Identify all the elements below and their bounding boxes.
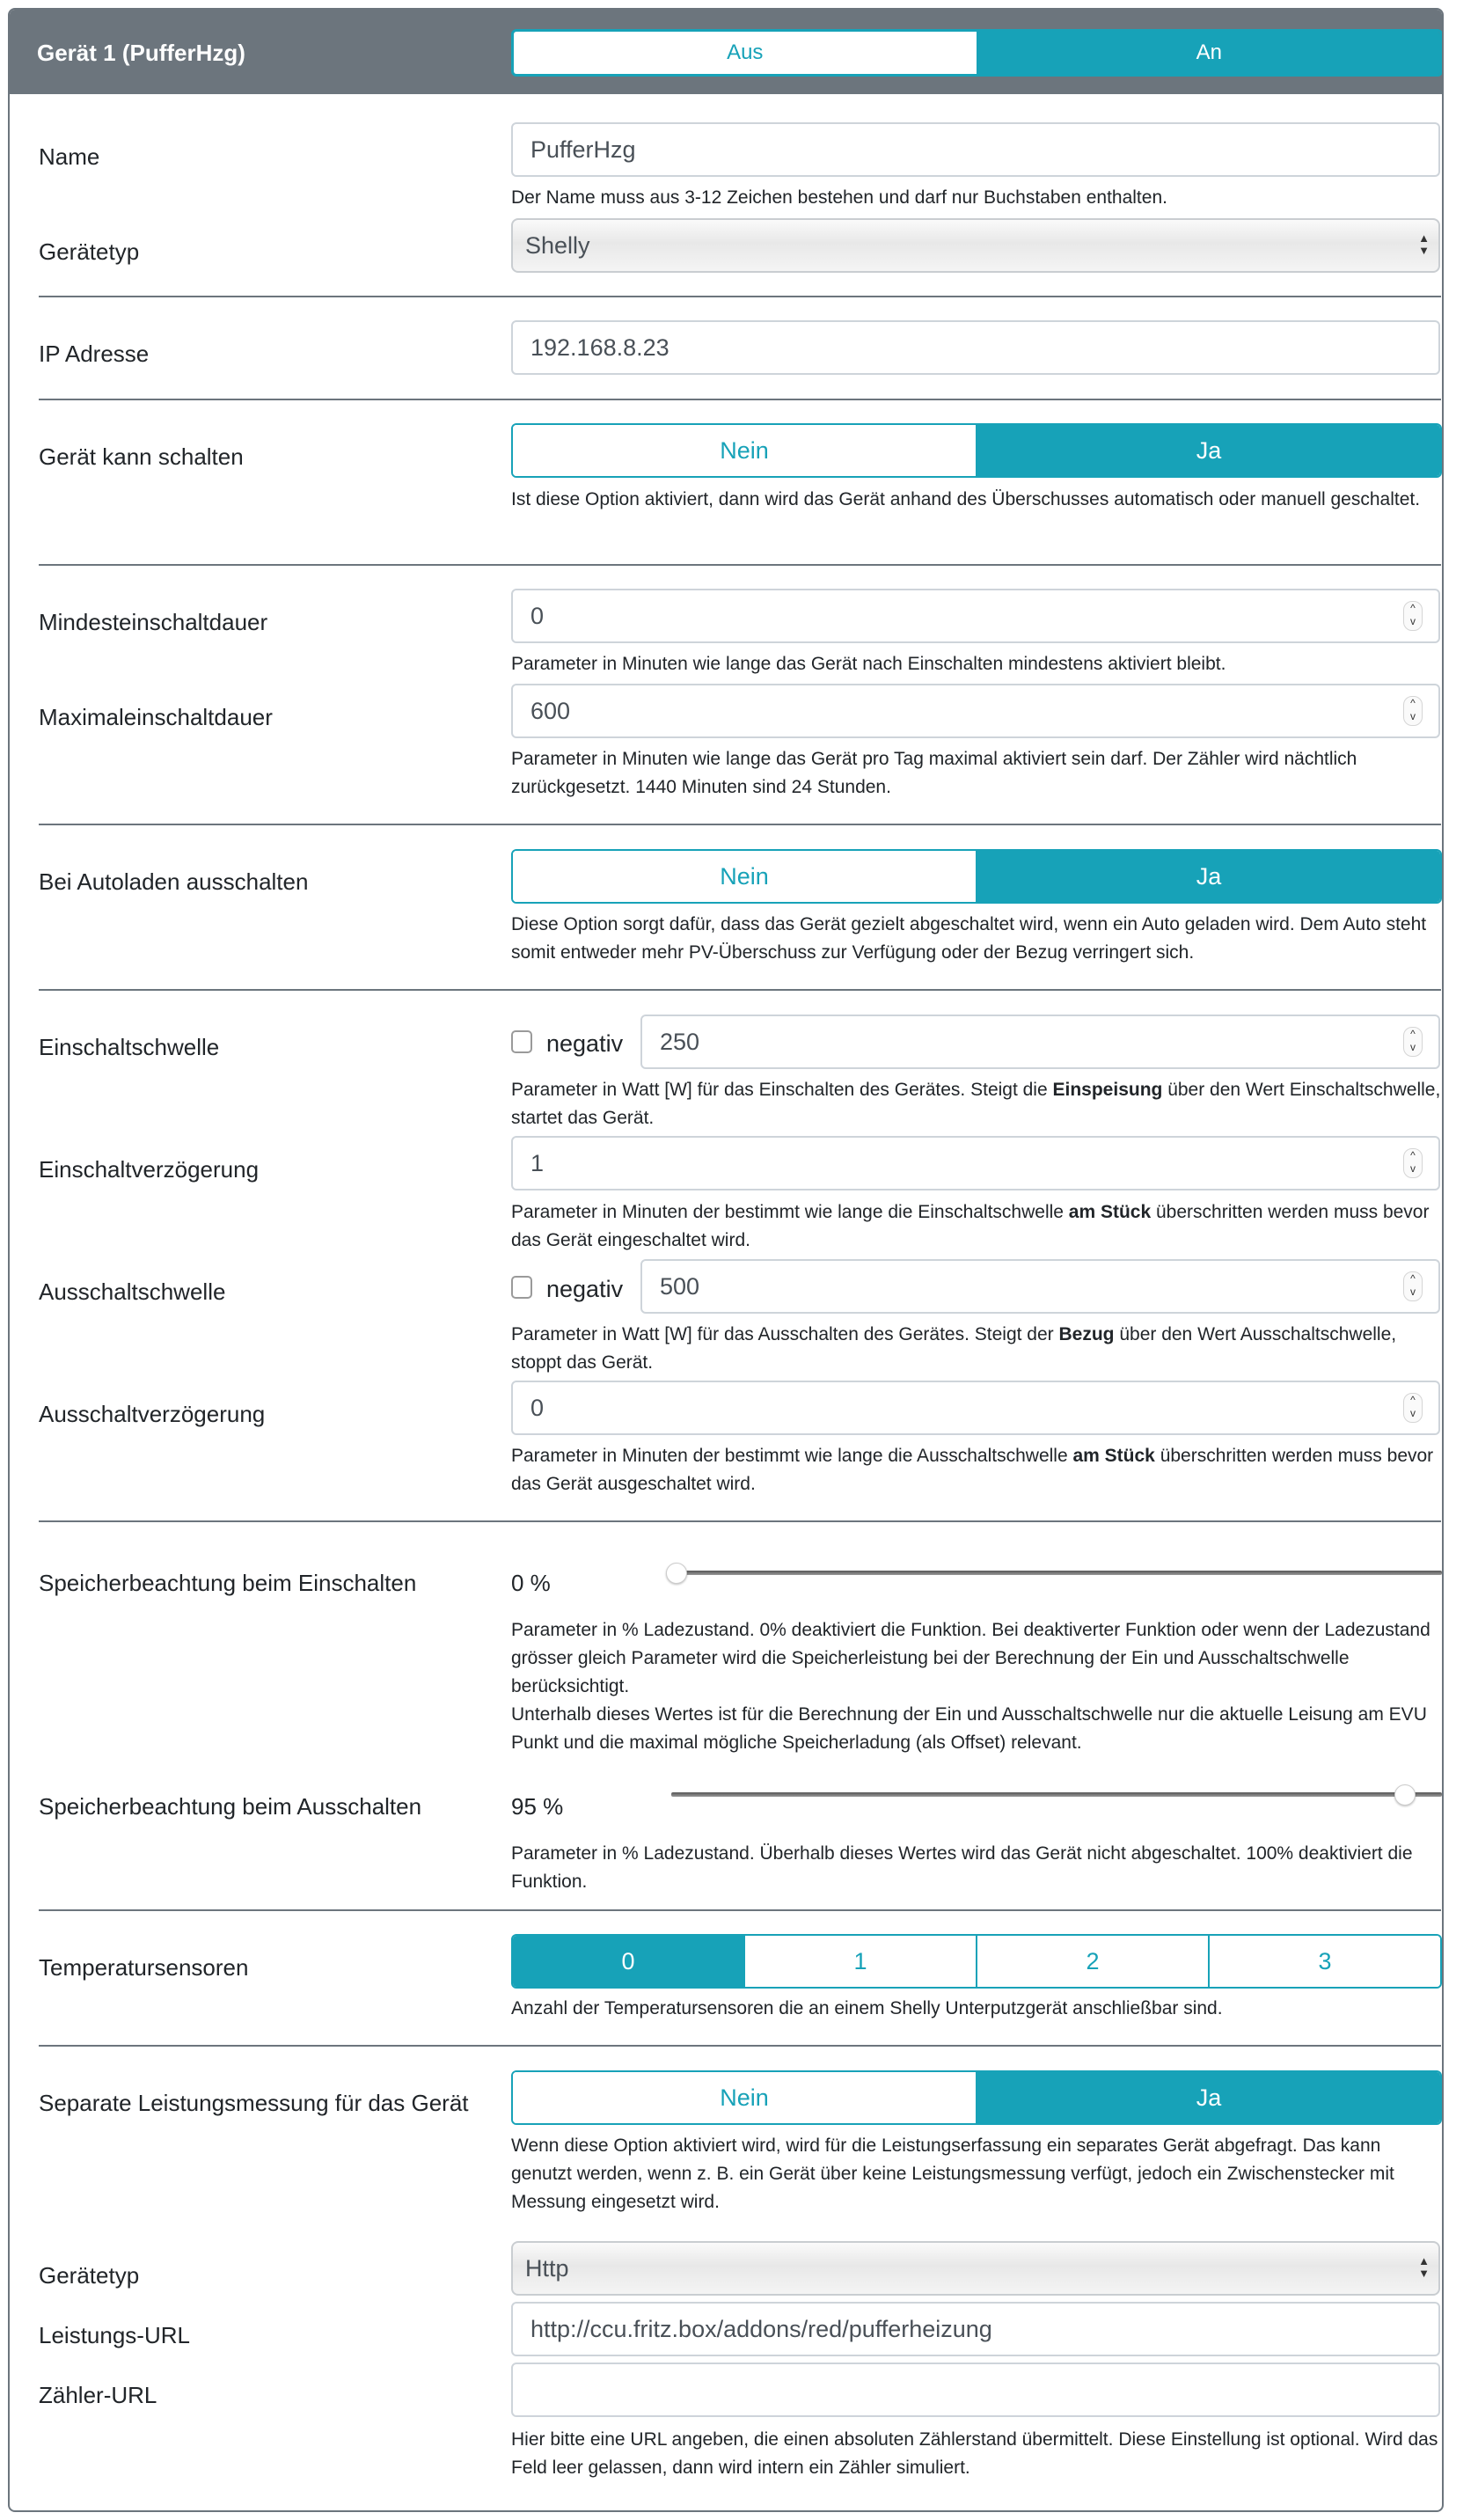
min-on-value: 0 [530, 602, 545, 629]
help-text: überschritten werden muss bevor das Gerät eingeschaltet wird. [511, 1202, 1430, 1250]
power-url-input[interactable]: http://ccu.fritz.box/addons/red/pufferheizung [511, 2302, 1440, 2356]
min-on-input[interactable] [511, 589, 1440, 643]
name-help: Der Name muss aus 3-12 Zeichen bestehen und darf nur Buchstaben enthalten. [511, 187, 1167, 208]
counter-url-help: Hier bitte eine URL angeben, die einen absoluten Zählerstand übermittelt. Diese Einstellung ist optional. Wird das Feld leer gelassen, dann wird intern ein Zähler simuliert. [511, 2429, 1438, 2478]
separate-meter-no-button[interactable]: Nein [513, 2072, 976, 2123]
storage-off-help: Parameter in % Ladezustand. Überhalb dieses Wertes wird das Gerät nicht abgeschaltet. 100% deaktiviert die Funktion. [511, 1843, 1413, 1892]
on-threshold-help [511, 1076, 1444, 1132]
number-spinner-icon[interactable]: ^ v [1403, 1393, 1423, 1423]
help-text: Parameter in Minuten der bestimmt wie lange die Ausschaltschwelle [511, 1446, 1073, 1466]
toggle-on-button[interactable]: An [977, 32, 1441, 74]
off-threshold-label: Ausschaltschwelle [39, 1278, 226, 1305]
storage-off-slider-thumb[interactable] [1394, 1784, 1416, 1806]
number-spinner-icon[interactable]: ^ v [1403, 696, 1423, 726]
counter-url-input[interactable] [511, 2362, 1440, 2417]
can-switch-help: Ist diese Option aktiviert, dann wird das Gerät anhand des Überschusses automatisch oder manuell geschaltet. [511, 489, 1421, 509]
divider [39, 1520, 1441, 1522]
off-delay-label: Ausschaltverzögerung [39, 1401, 266, 1427]
off-delay-help [511, 1442, 1444, 1498]
can-switch-no-button[interactable]: Nein [513, 425, 976, 476]
help-text: überschritten werden muss bevor das Gerät ausgeschaltet wird. [511, 1446, 1434, 1494]
number-spinner-icon[interactable]: ^ v [1403, 1027, 1423, 1057]
power-url-label: Leistungs-URL [39, 2322, 190, 2348]
temp-sensors-option-1[interactable]: 1 [743, 1936, 976, 1987]
help-emphasis: am Stück [1068, 1202, 1152, 1222]
on-delay-input[interactable] [511, 1136, 1440, 1190]
ip-label: IP Adresse [39, 341, 150, 367]
off-threshold-input[interactable] [640, 1259, 1440, 1314]
device-card [8, 8, 1444, 2512]
number-spinner-icon[interactable]: ^ v [1403, 1271, 1423, 1301]
on-delay-value: 1 [530, 1149, 545, 1176]
max-on-help: Parameter in Minuten wie lange das Gerät pro Tag maximal aktiviert sein darf. Der Zähler wird nächtlich zurückgesetzt. 1440 Minuten sind 24 Stunden. [511, 749, 1357, 797]
storage-on-slider-thumb[interactable] [666, 1563, 687, 1584]
toggle-off-button[interactable]: Aus [514, 32, 977, 74]
card-header [10, 10, 1442, 94]
meter-type-label: Gerätetyp [39, 2262, 140, 2289]
storage-on-help: Parameter in % Ladezustand. 0% deaktiviert die Funktion. Bei deaktiverter Funktion oder wenn der Ladezustand grösser gleich Parameter wird die Speicherleistung bei der Berechnung der Ein und Ausschaltschwelle berücksichtigt. [511, 1620, 1430, 1696]
number-spinner-icon[interactable]: ^ v [1403, 601, 1423, 631]
storage-off-slider[interactable] [671, 1792, 1442, 1797]
counter-url-label: Zähler-URL [39, 2382, 157, 2408]
off-threshold-value: 500 [660, 1272, 700, 1300]
car-off-yes-button[interactable]: Ja [976, 851, 1440, 902]
help-text: Parameter in Minuten der bestimmt wie lange die Einschaltschwelle [511, 1202, 1069, 1222]
temp-sensors-option-2[interactable]: 2 [976, 1936, 1208, 1987]
divider [39, 296, 1441, 297]
number-spinner-icon[interactable]: ^ v [1403, 1148, 1423, 1178]
on-threshold-value: 250 [660, 1028, 700, 1055]
help-emphasis: Bezug [1058, 1324, 1115, 1344]
temp-sensors-selector [511, 1934, 1442, 1989]
separate-meter-toggle [511, 2070, 1442, 2125]
on-delay-help [511, 1198, 1444, 1255]
max-on-input[interactable] [511, 684, 1440, 738]
on-threshold-negative-checkbox[interactable] [511, 1030, 532, 1053]
temp-sensors-label: Temperatursensoren [39, 1954, 249, 1981]
device-enable-toggle [511, 29, 1443, 77]
help-text: Parameter in Watt [W] für das Einschalten des Gerätes. Steigt die [511, 1080, 1053, 1100]
on-threshold-negative-label[interactable]: negativ [546, 1030, 624, 1057]
off-delay-value: 0 [530, 1394, 545, 1421]
device-type-value: Shelly [525, 231, 590, 259]
help-text: über den Wert Einschaltschwelle, startet das Gerät. [511, 1080, 1441, 1128]
ip-input[interactable]: 192.168.8.23 [511, 320, 1440, 375]
help-text: über den Wert Ausschaltschwelle, stoppt das Gerät. [511, 1324, 1397, 1373]
storage-on-value: 0 % [511, 1570, 551, 1596]
meter-type-value: Http [525, 2254, 569, 2282]
name-label: Name [39, 143, 100, 170]
device-title: Gerät 1 (PufferHzg) [37, 40, 245, 66]
device-type-label: Gerätetyp [39, 238, 140, 265]
separate-meter-help: Wenn diese Option aktiviert wird, wird für die Leistungserfassung ein separates Gerät abgefragt. Das kann genutzt werden, wenn z. B. ein Gerät über keine Leistungsmessung verfügt, jedoch ein Zwischenstecker mit Messung eingesetzt wird. [511, 2135, 1394, 2212]
can-switch-label: Gerät kann schalten [39, 443, 244, 470]
help-emphasis: Einspeisung [1052, 1080, 1163, 1100]
storage-on-label: Speicherbeachtung beim Einschalten [39, 1570, 417, 1596]
divider [39, 2045, 1441, 2047]
off-threshold-help [511, 1321, 1444, 1377]
storage-on-help-2: Unterhalb dieses Wertes ist für die Berechnung der Ein und Ausschaltschwelle nur die aktuelle Leisung am EVU Punkt und die maximal mögliche Speicherladung (als Offset) relevant. [511, 1704, 1427, 1753]
divider [39, 564, 1441, 566]
help-text: Parameter in Watt [W] für das Ausschalten des Gerätes. Steigt der [511, 1324, 1059, 1344]
name-input[interactable]: PufferHzg [511, 122, 1440, 177]
off-threshold-negative-checkbox[interactable] [511, 1276, 532, 1299]
storage-off-label: Speicherbeachtung beim Ausschalten [39, 1793, 422, 1820]
storage-on-slider[interactable] [671, 1571, 1442, 1575]
divider [39, 1909, 1441, 1911]
on-delay-label: Einschaltverzögerung [39, 1156, 260, 1183]
car-off-help: Diese Option sorgt dafür, dass das Gerät gezielt abgeschaltet wird, wenn ein Auto geladen wird. Dem Auto steht somit entweder mehr PV-Überschuss zur Verfügung oder der Bezug verringert sich. [511, 914, 1427, 963]
temp-sensors-help: Anzahl der Temperatursensoren die an einem Shelly Unterputzgerät anschließbar sind. [511, 1998, 1223, 2018]
can-switch-toggle [511, 423, 1442, 478]
car-off-toggle [511, 849, 1442, 904]
divider [39, 399, 1441, 400]
max-on-value: 600 [530, 697, 571, 724]
off-delay-input[interactable] [511, 1381, 1440, 1435]
can-switch-yes-button[interactable]: Ja [976, 425, 1440, 476]
separate-meter-yes-button[interactable]: Ja [976, 2072, 1440, 2123]
car-off-no-button[interactable]: Nein [513, 851, 976, 902]
select-updown-icon: ▲ ▼ [1418, 2254, 1430, 2280]
temp-sensors-option-0[interactable]: 0 [513, 1936, 743, 1987]
car-off-label: Bei Autoladen ausschalten [39, 868, 309, 895]
on-threshold-input[interactable] [640, 1015, 1440, 1069]
temp-sensors-option-3[interactable]: 3 [1208, 1936, 1440, 1987]
storage-off-value: 95 % [511, 1793, 564, 1820]
select-updown-icon: ▲ ▼ [1418, 231, 1430, 257]
on-threshold-label: Einschaltschwelle [39, 1034, 220, 1060]
meter-type-select[interactable] [511, 2241, 1440, 2296]
min-on-label: Mindesteinschaltdauer [39, 609, 268, 635]
min-on-help: Parameter in Minuten wie lange das Gerät nach Einschalten mindestens aktiviert bleibt. [511, 654, 1226, 674]
help-emphasis: am Stück [1072, 1446, 1155, 1466]
off-threshold-negative-label[interactable]: negativ [546, 1276, 624, 1302]
divider [39, 824, 1441, 825]
device-type-select[interactable] [511, 218, 1440, 273]
separate-meter-label: Separate Leistungsmessung für das Gerät [39, 2090, 469, 2116]
divider [39, 989, 1441, 991]
max-on-label: Maximaleinschaltdauer [39, 704, 273, 730]
